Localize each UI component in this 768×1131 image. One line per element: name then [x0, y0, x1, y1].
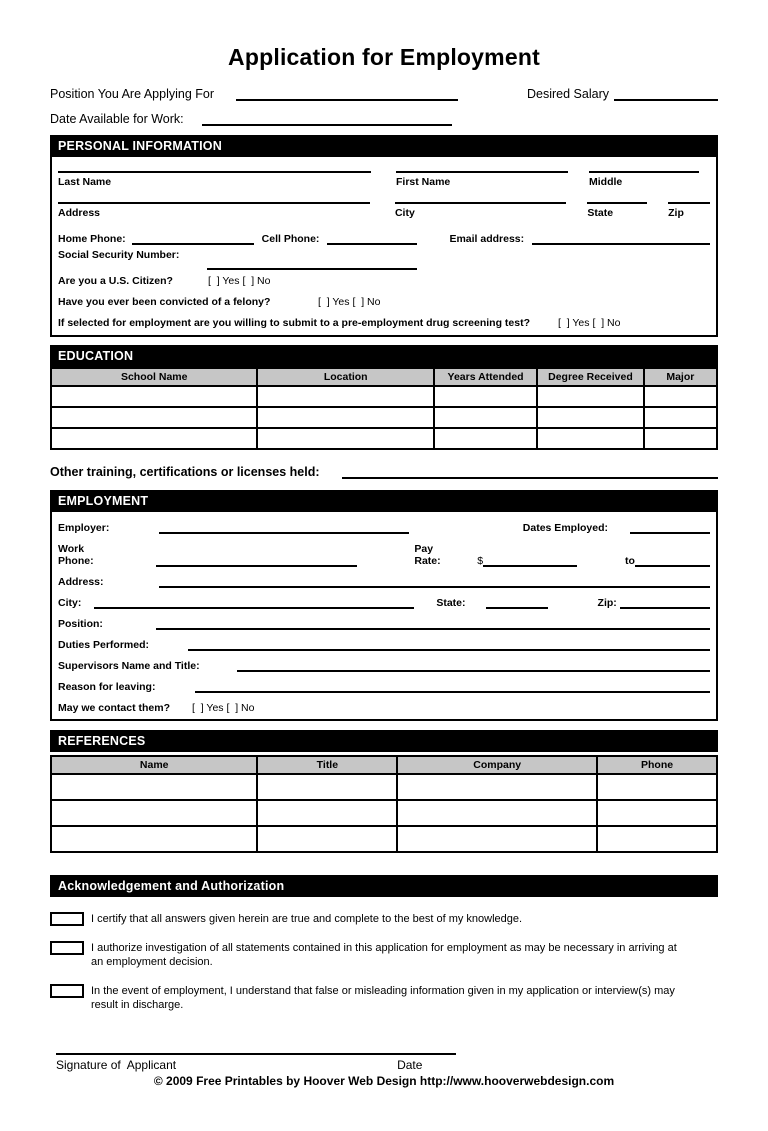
employment-zip-label: Zip: — [597, 597, 617, 609]
supervisor-label: Supervisors Name and Title: — [58, 660, 200, 672]
education-header: EDUCATION — [50, 345, 718, 367]
phones-row — [58, 233, 710, 245]
education-cell[interactable] — [257, 407, 433, 428]
other-training-row — [50, 465, 718, 479]
pay-rate-label: Pay Rate: — [414, 543, 441, 567]
signature-field[interactable] — [56, 1053, 456, 1055]
address-label: Address — [58, 207, 101, 219]
reference-cell[interactable] — [397, 774, 597, 800]
education-cell[interactable] — [257, 428, 433, 449]
certify-checkbox[interactable] — [50, 912, 84, 926]
work-phone-row — [58, 543, 710, 567]
employment-state-label: State: — [436, 597, 466, 609]
drug-question-label: If selected for employment are you willing to submit to a pre-employment drug screening test? — [58, 317, 530, 329]
signature-label: Signature of Applicant — [56, 1058, 177, 1072]
acknowledgement-header: Acknowledgement and Authorization — [50, 875, 718, 897]
reference-cell[interactable] — [51, 774, 257, 800]
education-cell[interactable] — [51, 407, 257, 428]
column-years-attended: Years Attended — [434, 368, 537, 386]
address-row — [58, 202, 710, 219]
citizen-question-label: Are you a U.S. Citizen? — [58, 275, 173, 287]
application-form — [50, 44, 718, 1088]
employment-address-field[interactable] — [159, 577, 710, 588]
reference-cell[interactable] — [397, 826, 597, 852]
date-available-field[interactable] — [202, 113, 452, 126]
education-row-1 — [51, 386, 717, 407]
employment-zip-field[interactable] — [620, 598, 710, 609]
column-location: Location — [257, 368, 433, 386]
address-field[interactable] — [58, 202, 370, 219]
position-applying-field[interactable] — [236, 88, 458, 101]
work-phone-field[interactable] — [156, 556, 358, 567]
education-cell[interactable] — [644, 386, 717, 407]
dollar-sign: $ — [477, 555, 484, 567]
column-major: Major — [644, 368, 717, 386]
first-name-label: First Name — [396, 176, 451, 188]
other-training-field[interactable] — [342, 466, 718, 479]
reference-cell[interactable] — [597, 826, 717, 852]
duties-field[interactable] — [188, 640, 710, 651]
employment-city-label: City: — [58, 597, 82, 609]
reason-leaving-label: Reason for leaving: — [58, 681, 156, 693]
column-title: Title — [257, 756, 397, 774]
acknowledgement-item-3 — [50, 984, 718, 1012]
middle-name-label: Middle — [589, 176, 623, 188]
state-label: State — [587, 207, 614, 219]
desired-salary-field[interactable] — [614, 88, 718, 101]
employment-address-label: Address: — [58, 576, 104, 588]
education-header-row — [51, 368, 717, 386]
ssn-field[interactable] — [207, 259, 417, 270]
education-cell[interactable] — [434, 386, 537, 407]
signature-date-label: Date — [397, 1058, 423, 1072]
reference-cell[interactable] — [257, 774, 397, 800]
position-held-field[interactable] — [156, 619, 710, 630]
references-row-3 — [51, 826, 717, 852]
reference-cell[interactable] — [597, 800, 717, 826]
education-cell[interactable] — [537, 386, 644, 407]
supervisor-field[interactable] — [237, 661, 710, 672]
reference-cell[interactable] — [397, 800, 597, 826]
felony-question-row — [58, 296, 710, 308]
reason-leaving-row — [58, 681, 710, 693]
last-name-label: Last Name — [58, 176, 112, 188]
city-field[interactable] — [395, 202, 566, 219]
education-cell[interactable] — [51, 428, 257, 449]
dates-employed-from-field[interactable] — [630, 523, 710, 534]
education-cell[interactable] — [537, 428, 644, 449]
education-table — [50, 367, 718, 450]
column-company: Company — [397, 756, 597, 774]
education-cell[interactable] — [434, 428, 537, 449]
employer-field[interactable] — [159, 523, 409, 534]
employment-header: EMPLOYMENT — [50, 490, 718, 512]
education-cell[interactable] — [434, 407, 537, 428]
position-row — [50, 87, 718, 101]
education-row-2 — [51, 407, 717, 428]
cell-phone-label: Cell Phone: — [261, 233, 320, 245]
personal-information-header: PERSONAL INFORMATION — [50, 135, 718, 157]
copyright-footer: © 2009 Free Printables by Hoover Web Design http://www.hooverwebdesign.com — [153, 1074, 615, 1088]
column-degree-received: Degree Received — [537, 368, 644, 386]
email-label: Email address: — [449, 233, 525, 245]
zip-label: Zip — [668, 207, 684, 219]
column-phone: Phone — [597, 756, 717, 774]
references-row-1 — [51, 774, 717, 800]
ssn-row — [58, 249, 710, 261]
references-table — [50, 755, 718, 853]
employment-address-row — [58, 576, 710, 588]
to-label: to — [625, 555, 635, 567]
pay-rate-field[interactable] — [483, 556, 577, 567]
cell-phone-field[interactable] — [327, 234, 417, 245]
drug-question-row — [58, 317, 710, 329]
references-row-2 — [51, 800, 717, 826]
middle-name-field[interactable] — [589, 171, 699, 188]
reference-cell[interactable] — [257, 826, 397, 852]
desired-salary-label: Desired Salary — [527, 87, 609, 101]
date-available-label: Date Available for Work: — [50, 112, 184, 126]
employer-row — [58, 522, 710, 534]
authorize-statement: I authorize investigation of all statements contained in this application for employment as may be necessary in arriving at an employment decision. — [91, 942, 677, 968]
discharge-statement: In the event of employment, I understand that false or misleading information given in my application or interview(s) may result in discharge. — [91, 985, 675, 1011]
education-cell[interactable] — [644, 407, 717, 428]
felony-yes-no-options[interactable]: [ ] Yes [ ] No — [318, 296, 381, 308]
employment-state-field[interactable] — [486, 598, 548, 609]
contact-question-label: May we contact them? — [58, 702, 171, 714]
email-field[interactable] — [532, 234, 710, 245]
reference-cell[interactable] — [597, 774, 717, 800]
education-cell[interactable] — [257, 386, 433, 407]
supervisor-row — [58, 660, 710, 672]
education-cell[interactable] — [537, 407, 644, 428]
position-applying-label: Position You Are Applying For — [50, 87, 215, 101]
position-held-label: Position: — [58, 618, 103, 630]
certify-statement: I certify that all answers given herein are true and complete to the best of my knowledge. — [91, 913, 523, 925]
employment-city-field[interactable] — [94, 598, 414, 609]
drug-yes-no-options[interactable]: [ ] Yes [ ] No — [558, 317, 621, 329]
dates-employed-label: Dates Employed: — [522, 522, 608, 534]
citizen-yes-no-options[interactable]: [ ] Yes [ ] No — [208, 275, 271, 287]
employment-city-row — [58, 597, 710, 609]
home-phone-field[interactable] — [132, 234, 254, 245]
page-title: Application for Employment — [228, 44, 540, 70]
signature-labels-row — [56, 1058, 718, 1072]
name-row — [58, 171, 710, 188]
education-row-3 — [51, 428, 717, 449]
first-name-field[interactable] — [396, 171, 568, 188]
personal-information-section — [50, 157, 718, 337]
dates-employed-to-field[interactable] — [635, 556, 710, 567]
reason-leaving-field[interactable] — [195, 682, 710, 693]
education-cell[interactable] — [51, 386, 257, 407]
work-phone-label: Work Phone: — [58, 543, 94, 567]
contact-yes-no-options[interactable]: [ ] Yes [ ] No — [192, 702, 255, 714]
employment-section — [50, 512, 718, 721]
duties-label: Duties Performed: — [58, 639, 150, 651]
employer-label: Employer: — [58, 522, 110, 534]
authorize-checkbox[interactable] — [50, 941, 84, 955]
date-available-row — [50, 112, 718, 126]
ssn-label: Social Security Number: — [58, 249, 180, 261]
last-name-field[interactable] — [58, 171, 371, 188]
acknowledgement-item-2 — [50, 941, 718, 969]
duties-row — [58, 639, 710, 651]
education-cell[interactable] — [644, 428, 717, 449]
citizen-question-row — [58, 275, 710, 287]
references-header: REFERENCES — [50, 730, 718, 752]
reference-cell[interactable] — [51, 826, 257, 852]
reference-cell[interactable] — [51, 800, 257, 826]
references-header-row — [51, 756, 717, 774]
home-phone-label: Home Phone: — [58, 233, 126, 245]
other-training-label: Other training, certifications or licenses held: — [50, 465, 320, 479]
column-school-name: School Name — [51, 368, 257, 386]
zip-field[interactable] — [668, 202, 710, 219]
discharge-checkbox[interactable] — [50, 984, 84, 998]
position-held-row — [58, 618, 710, 630]
contact-question-row — [58, 702, 710, 714]
felony-question-label: Have you ever been convicted of a felony? — [58, 296, 271, 308]
reference-cell[interactable] — [257, 800, 397, 826]
acknowledgement-item-1 — [50, 912, 718, 926]
city-label: City — [394, 207, 415, 219]
state-field[interactable] — [587, 202, 647, 219]
column-name: Name — [51, 756, 257, 774]
